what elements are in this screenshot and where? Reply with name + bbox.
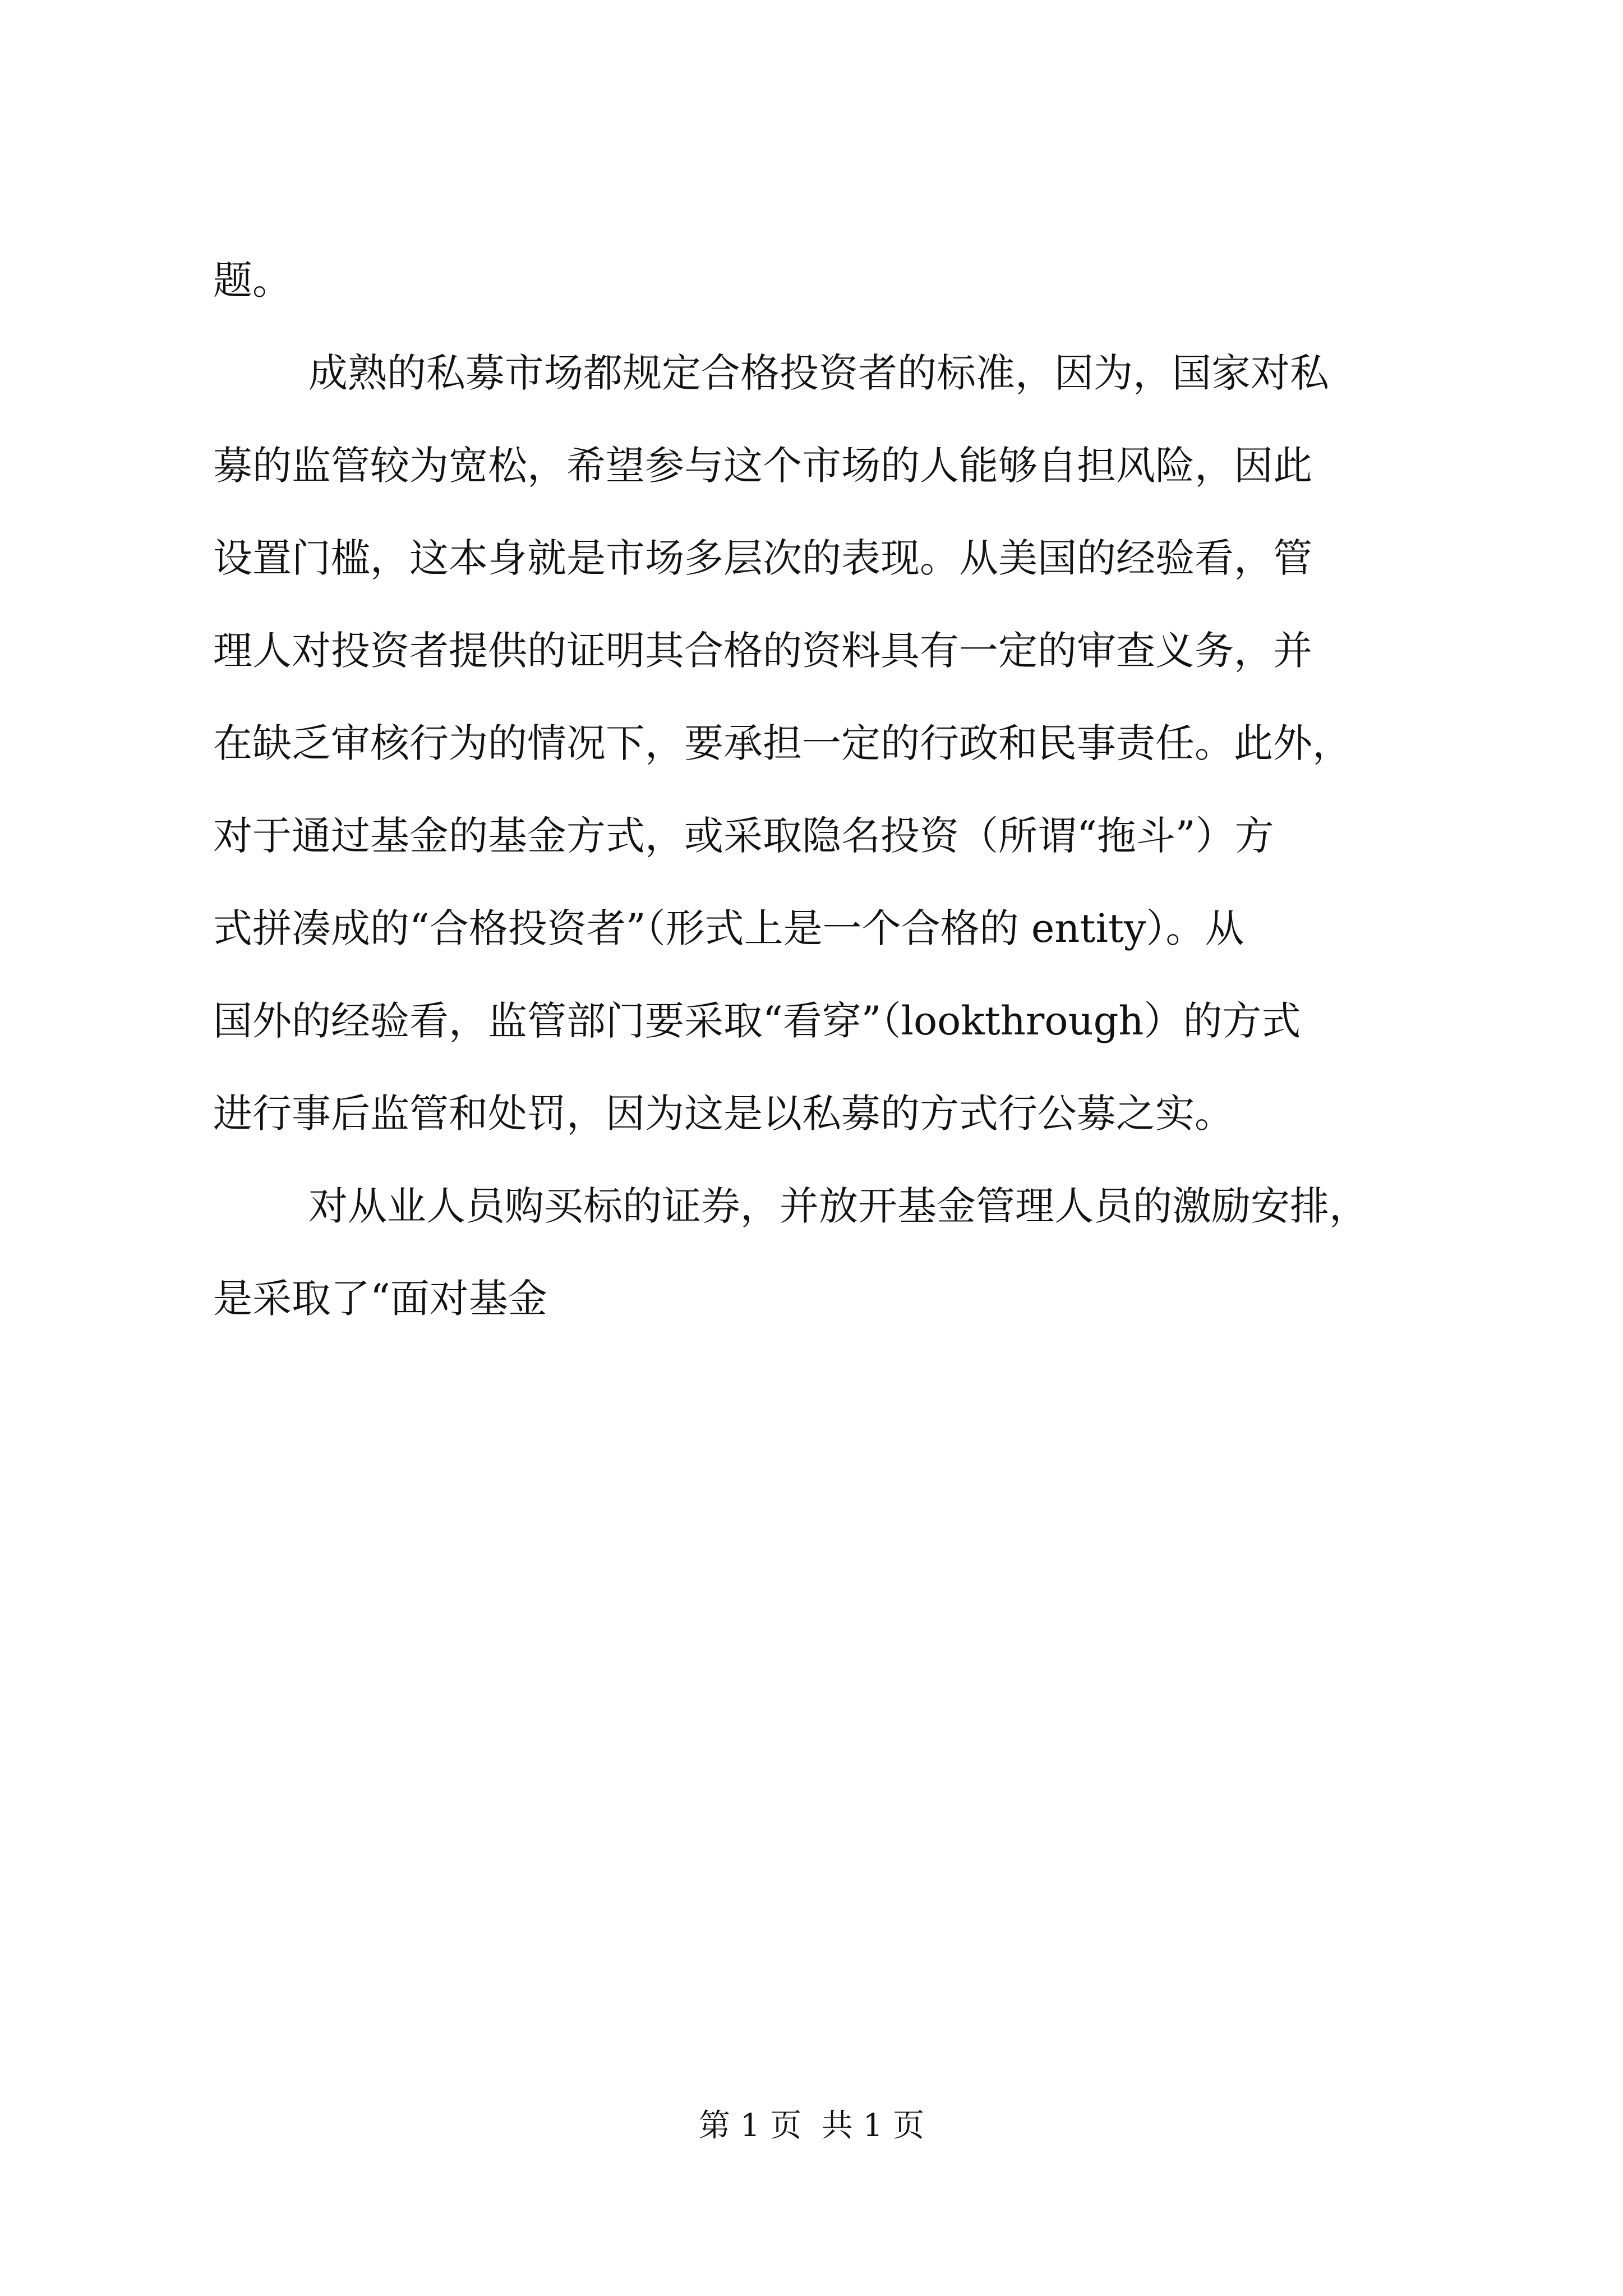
text-line: 是采取了“面对基金	[213, 1276, 547, 1322]
document-body	[213, 258, 1413, 1369]
text-line: 式拼凑成的“合格投资者”（形式上是一个合格的 entity）。从	[213, 905, 1244, 951]
text-line: 国外的经验看，监管部门要采取“看穿”（lookthrough）的方式	[213, 998, 1301, 1044]
text-line: 募的监管较为宽松，希望参与这个市场的人能够自担风险，因此	[213, 443, 1312, 489]
text-line: 理人对投资者提供的证明其合格的资料具有一定的审查义务，并	[213, 628, 1312, 674]
text-line: 在缺乏审核行为的情况下，要承担一定的行政和民事责任。此外，	[213, 720, 1352, 766]
paragraph-first-line: 对从业人员购买标的证券，并放开基金管理人员的激励安排，	[308, 1183, 1368, 1229]
paragraph-first-line: 成熟的私募市场都规定合格投资者的标准，因为，国家对私	[308, 350, 1329, 396]
page-number-footer: 第 1 页 共 1 页	[698, 2108, 925, 2144]
text-line: 设置门槛，这本身就是市场多层次的表现。从美国的经验看，管	[213, 535, 1312, 581]
text-line: 进行事后监管和处罚，因为这是以私募的方式行公募之实。	[213, 1091, 1234, 1137]
text-line: 题。	[213, 257, 292, 303]
text-line: 对于通过基金的基金方式，或采取隐名投资（所谓“拖斗”）方	[213, 813, 1274, 859]
